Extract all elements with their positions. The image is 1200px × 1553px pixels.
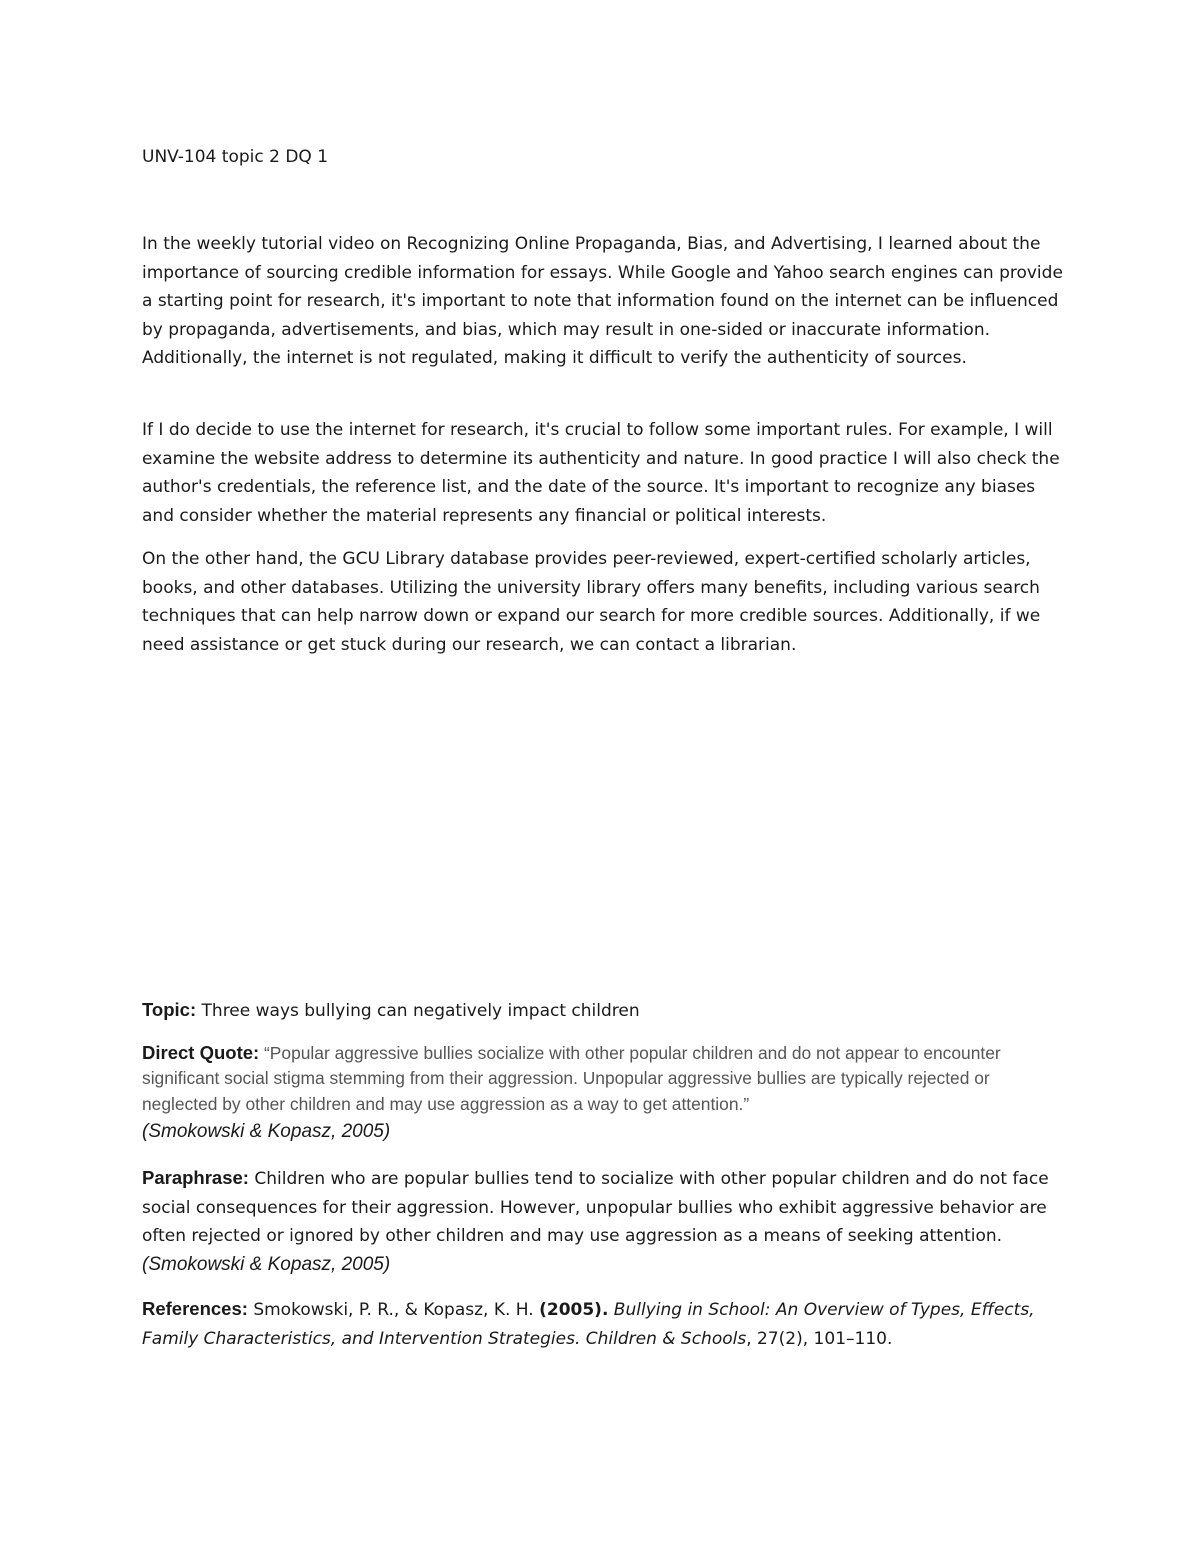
reference-volume-separator: , bbox=[746, 1328, 758, 1349]
paraphrase-citation: (Smokowski & Kopasz, 2005) bbox=[142, 1253, 391, 1275]
paraphrase-text: Children who are popular bullies tend to socialize with other popular children and do not face social consequences for their aggression. However, unpopular bullies who exhibit aggressive behavior are often rejected or ignored by other children and may use aggression as a means of seeking attention. bbox=[142, 1169, 1049, 1247]
direct-quote-citation: (Smokowski & Kopasz, 2005) bbox=[142, 1120, 391, 1142]
paraphrase-block bbox=[142, 1164, 1067, 1279]
body-paragraph-3: On the other hand, the GCU Library database provides peer-reviewed, expert-certified scholarly articles, books, and other databases. Utilizing the university library offers many benefits, including various search techniques that can help narrow down or expand our search for more credible sources. Additionally, if we need assistance or get stuck during our research, we can contact a librarian. bbox=[142, 549, 1041, 655]
reference-article-title: Bullying in School: An Overview of Types, Effects, Family Characteristics, and Intervention Strategies. Children & Schools bbox=[142, 1300, 1035, 1349]
reference-pages: , 101–110. bbox=[802, 1328, 893, 1349]
topic-label: Topic: bbox=[142, 999, 197, 1020]
reference-authors: Smokowski, P. R., & Kopasz, K. H. bbox=[247, 1300, 540, 1320]
reference-year: (2005). bbox=[539, 1300, 609, 1320]
direct-quote-label: Direct Quote: bbox=[142, 1042, 260, 1063]
paraphrase-label: Paraphrase: bbox=[142, 1167, 249, 1188]
references-label: References: bbox=[142, 1298, 248, 1319]
direct-quote-block bbox=[142, 1041, 1067, 1145]
body-paragraph-2: If I do decide to use the internet for research, it's crucial to follow some important rules. For example, I will examine the website address to determine its authenticity and nature. In good practice I will also check the author's credentials, the reference list, and the date of the source. It's important to recognize any biases and consider whether the material represents any financial or political interests. bbox=[142, 420, 1060, 526]
reference-volume: 27(2) bbox=[757, 1328, 803, 1349]
document-title: UNV-104 topic 2 DQ 1 bbox=[142, 147, 329, 167]
direct-quote-text: “Popular aggressive bullies socialize with other popular children and do not appear to encounter significant social stigma stemming from their aggression. Unpopular aggressive bullies are typically rejected or neglected by other children and may use aggression as a way to get attention.” bbox=[142, 1043, 1001, 1114]
body-paragraph-1: In the weekly tutorial video on Recognizing Online Propaganda, Bias, and Advertising, I learned about the importance of sourcing credible information for essays. While Google and Yahoo search engines can provide a starting point for research, it's important to note that information found on the internet can be influenced by propaganda, advertisements, and bias, which may result in one-sided or inaccurate information. Additionally, the internet is not regulated, making it difficult to verify the authenticity of sources. bbox=[142, 234, 1063, 369]
references-block bbox=[142, 1295, 1067, 1353]
topic-text: Three ways bullying can negatively impact children bbox=[196, 1001, 640, 1021]
topic-line bbox=[142, 996, 1067, 1026]
